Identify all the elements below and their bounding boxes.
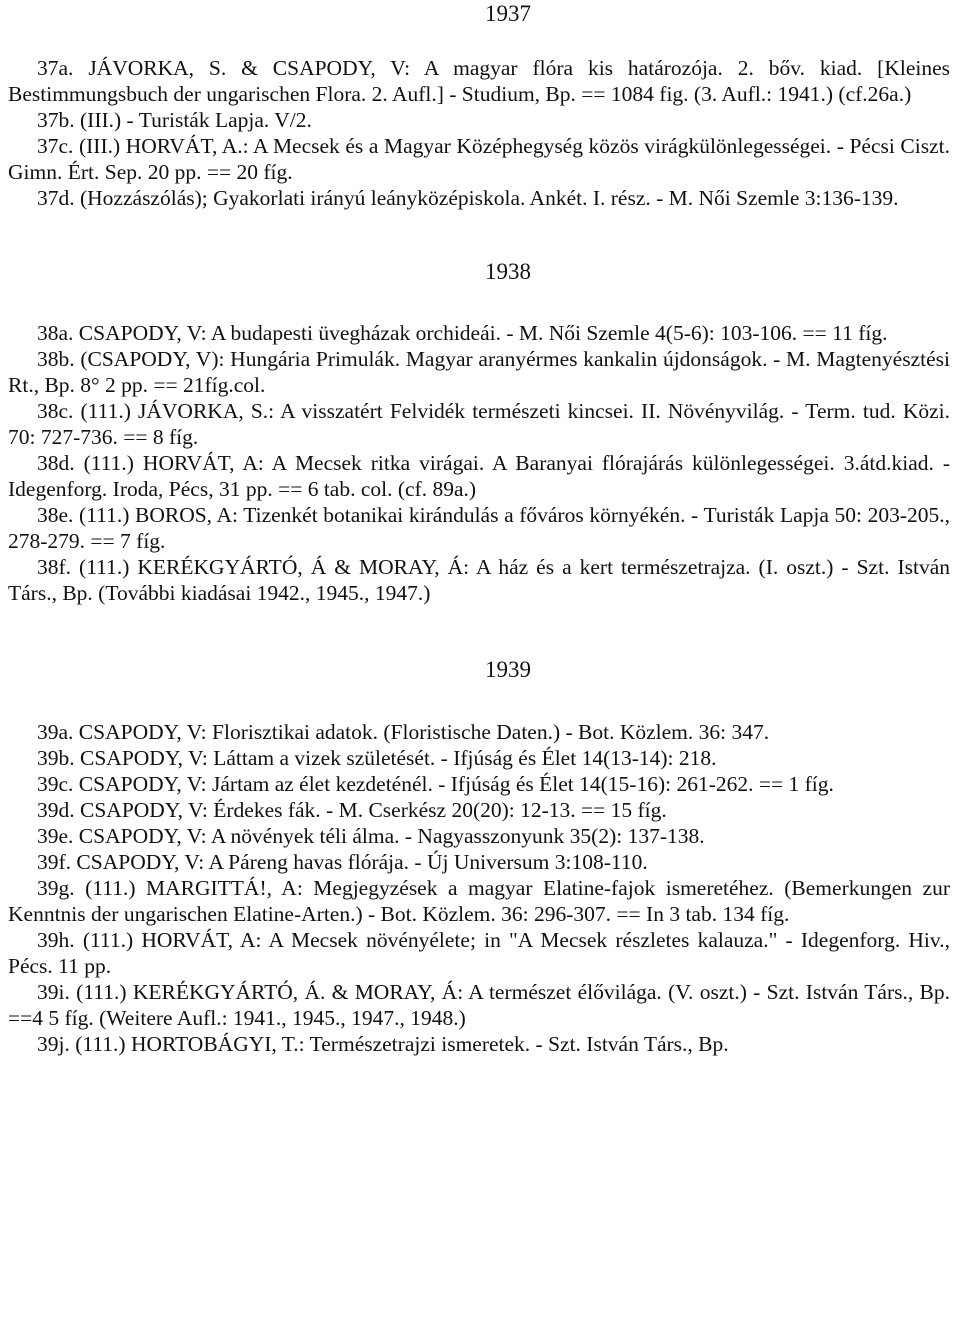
bibliography-entry: 39e. CSAPODY, V: A növények téli álma. - Nagyasszonyunk 35(2): 137-138. xyxy=(37,824,705,848)
bibliography-entry: 39i. (111.) KERÉKGYÁRTÓ, Á. & MORAY, Á: A természet élővilága. (V. oszt.) - Szt. István Társ., Bp. ==4 5 fíg. (Weitere Aufl.: 1941., 1945., 1947., 1948.) xyxy=(8,980,950,1030)
bibliography-entry: 38d. (111.) HORVÁT, A: A Mecsek ritka virágai. A Baranyai flórajárás különlegességei. 3.átd.kiad. - Idegenforg. Iroda, Pécs, 31 pp. == 6 tab. col. (cf. 89a.) xyxy=(8,451,950,501)
bibliography-entry: 39c. CSAPODY, V: Jártam az élet kezdeténél. - Ifjúság és Élet 14(15-16): 261-262. == 1 fíg. xyxy=(37,772,834,796)
year-section-1939 xyxy=(8,656,950,1057)
bibliography-entry: 38e. (111.) BOROS, A: Tizenkét botanikai kirándulás a főváros környékén. - Turisták Lapja 50: 203-205., 278-279. == 7 fíg. xyxy=(8,503,950,553)
year-heading: 1939 xyxy=(485,657,531,682)
year-section-1938 xyxy=(8,258,950,606)
bibliography-entry: 39a. CSAPODY, V: Florisztikai adatok. (Floristische Daten.) - Bot. Közlem. 36: 347. xyxy=(37,720,770,744)
bibliography-entry: 37c. (III.) HORVÁT, A.: A Mecsek és a Magyar Középhegység közös virágkülönlegességei. - Pécsi Ciszt. Gimn. Ért. Sep. 20 pp. == 20 fíg. xyxy=(8,134,950,184)
bibliography-entry: 38a. CSAPODY, V: A budapesti üvegházak orchideái. - M. Női Szemle 4(5-6): 103-106. == 11 fíg. xyxy=(37,321,888,345)
bibliography-entry: 39f. CSAPODY, V: A Páreng havas flórája. - Új Universum 3:108-110. xyxy=(37,850,648,874)
bibliography-entry: 37b. (III.) - Turisták Lapja. V/2. xyxy=(37,108,312,132)
bibliography-entry: 38c. (111.) JÁVORKA, S.: A visszatért Felvidék természeti kincsei. II. Növényvilág. - Term. tud. Közi. 70: 727-736. == 8 fíg. xyxy=(8,399,950,449)
bibliography-entry: 39h. (111.) HORVÁT, A: A Mecsek növényélete; in "A Mecsek részletes kalauza." - Idegenforg. Hiv., Pécs. 11 pp. xyxy=(8,928,950,978)
bibliography-entry: 39d. CSAPODY, V: Érdekes fák. - M. Cserkész 20(20): 12-13. == 15 fíg. xyxy=(37,798,667,822)
bibliography-entry: 38b. (CSAPODY, V): Hungária Primulák. Magyar aranyérmes kankalin újdonságok. - M. Magtenyésztési Rt., Bp. 8° 2 pp. == 21fíg.col. xyxy=(8,347,950,397)
year-heading: 1938 xyxy=(485,259,531,284)
bibliography-entry: 38f. (111.) KERÉKGYÁRTÓ, Á & MORAY, Á: A ház és a kert természetrajza. (I. oszt.) - Szt. István Társ., Bp. (További kiadásai 1942., 1945., 1947.) xyxy=(8,555,950,605)
bibliography-entry: 39j. (111.) HORTOBÁGYI, T.: Természetrajzi ismeretek. - Szt. István Társ., Bp. xyxy=(37,1032,729,1056)
bibliography-entry: 39g. (111.) MARGITTÁ!, A: Megjegyzések a magyar Elatine-fajok ismeretéhez. (Bemerkungen zur Kenntnis der ungarischen Elatine-Arten.) - Bot. Közlem. 36: 296-307. == In 3 tab. 134 fíg. xyxy=(8,876,950,926)
bibliography-entry: 39b. CSAPODY, V: Láttam a vizek születését. - Ifjúság és Élet 14(13-14): 218. xyxy=(37,746,717,770)
bibliography-entry: 37a. JÁVORKA, S. & CSAPODY, V: A magyar flóra kis határozója. 2. bőv. kiad. [Kleines Bestimmungsbuch der ungarischen Flora. 2. Aufl.] - Studium, Bp. == 1084 fig. (3. Aufl.: 1941.) (cf.26a.) xyxy=(8,56,950,106)
year-heading: 1937 xyxy=(485,1,531,26)
year-section-1937 xyxy=(8,0,950,211)
bibliography-entry: 37d. (Hozzászólás); Gyakorlati irányú leányközépiskola. Ankét. I. rész. - M. Női Szemle 3:136-139. xyxy=(37,186,899,210)
